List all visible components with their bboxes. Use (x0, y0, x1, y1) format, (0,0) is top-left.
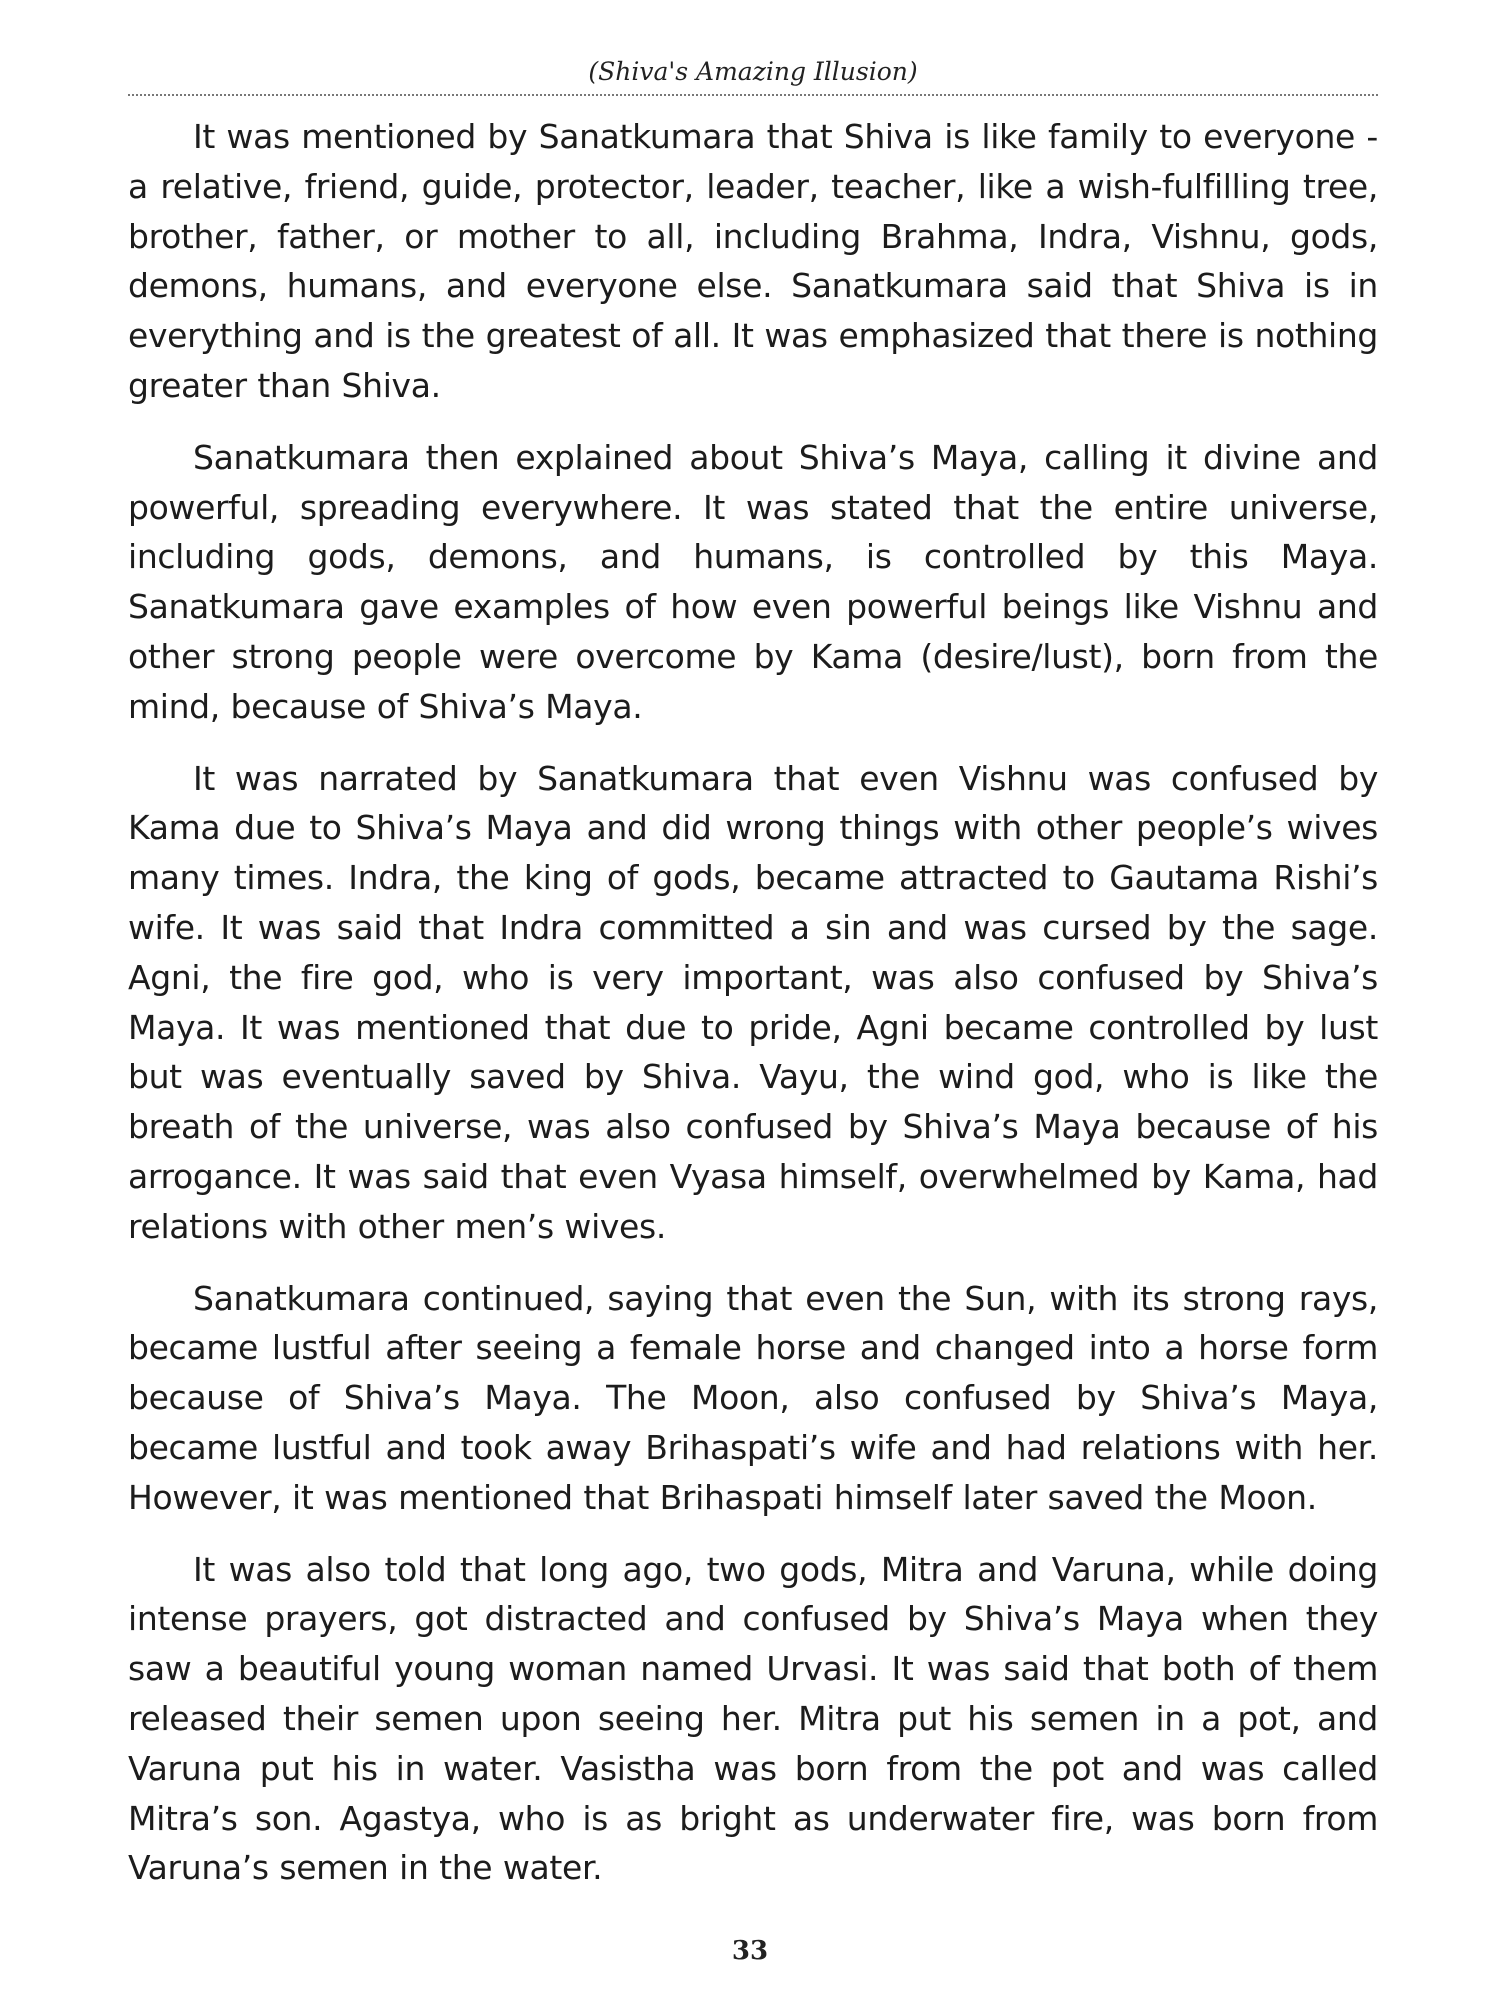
paragraph-4: Sanatkumara continued, saying that even the Sun, with its strong rays, became lustful after seeing a female horse and changed into a horse form because of Shiva’s Maya. The Moon, also confused by Shiva’s Maya, became lustful and took away Brihaspati’s wife and had relations with her. However, it was mentioned that Brihaspati himself later saved the Moon. (128, 1278, 1378, 1517)
page-number: 33 (731, 1936, 769, 1966)
body-text (128, 112, 1378, 1915)
paragraph-1: It was mentioned by Sanatkumara that Shiva is like family to everyone - a relative, friend, guide, protector, leader, teacher, like a wish-fulfilling tree, brother, father, or mother to all, including Brahma, Indra, Vishnu, gods, demons, humans, and everyone else. Sanatkumara said that Shiva is in everything and is the greatest of all. It was emphasized that there is nothing greater than Shiva. (128, 117, 1378, 405)
paragraph-2: Sanatkumara then explained about Shiva’s Maya, calling it divine and powerful, spreading everywhere. It was stated that the entire universe, including gods, demons, and humans, is controlled by this Maya. Sanatkumara gave examples of how even powerful beings like Vishnu and other strong people were overcome by Kama (desire/lust), born from the mind, because of Shiva’s Maya. (128, 437, 1378, 726)
paragraph-3: It was narrated by Sanatkumara that even Vishnu was confused by Kama due to Shiva’s Maya and did wrong things with other people’s wives many times. Indra, the king of gods, became attracted to Gautama Rishi’s wife. It was said that Indra committed a sin and was cursed by the sage. Agni, the fire god, who is very important, was also confused by Shiva’s Maya. It was mentioned that due to pride, Agni became controlled by lust but was eventually saved by Shiva. Vayu, the wind god, who is like the breath of the universe, was also confused by Shiva’s Maya because of his arrogance. It was said that even Vyasa himself, overwhelmed by Kama, had relations with other men’s wives. (128, 758, 1378, 1246)
paragraph-5: It was also told that long ago, two gods, Mitra and Varuna, while doing intense prayers, got distracted and confused by Shiva’s Maya when they saw a beautiful young woman named Urvasi. It was said that both of them released their semen upon seeing her. Mitra put his semen in a pot, and Varuna put his in water. Vasistha was born from the pot and was called Mitra’s son. Agastya, who is as bright as underwater fire, was born from Varuna’s semen in the water. (128, 1549, 1378, 1888)
running-header: (Shiva's Amazing Illusion) (588, 57, 918, 86)
header-dotted-rule (128, 94, 1378, 96)
